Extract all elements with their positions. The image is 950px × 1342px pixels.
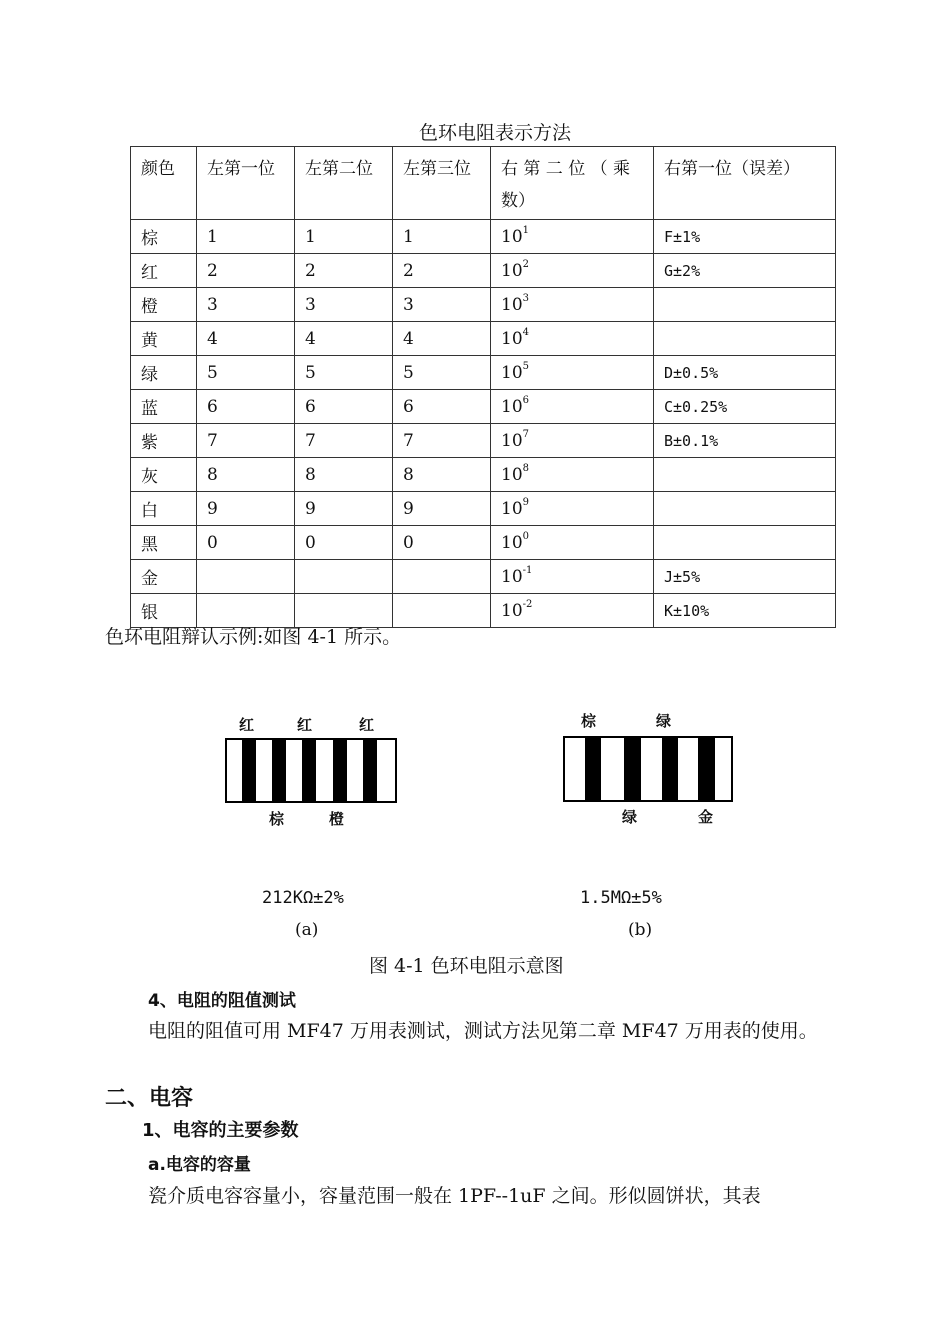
multiplier-base: 10	[501, 600, 523, 621]
table-row	[131, 220, 836, 254]
table-cell-tolerance: C±0.25%	[654, 390, 836, 424]
table-cell-tolerance	[654, 322, 836, 356]
table-cell-tolerance: J±5%	[654, 560, 836, 594]
table-cell-tolerance	[654, 288, 836, 322]
table-cell-color: 紫	[131, 424, 197, 458]
color-code-table	[130, 146, 836, 628]
multiplier-base: 10	[501, 498, 523, 519]
table-cell-d1: 3	[197, 288, 295, 322]
chapter-heading: 二、电容	[105, 1086, 194, 1111]
multiplier-base: 10	[501, 294, 523, 315]
fig-b-value: 1.5MΩ±5%	[580, 888, 662, 908]
table-cell-multiplier	[491, 390, 654, 424]
table-row	[131, 356, 836, 390]
table-row	[131, 458, 836, 492]
table-cell-d1: 6	[197, 390, 295, 424]
table-cell-d1: 7	[197, 424, 295, 458]
table-cell-d2: 7	[295, 424, 393, 458]
multiplier-base: 10	[501, 260, 523, 281]
table-cell-color: 绿	[131, 356, 197, 390]
fig-a-top-label: 红	[297, 716, 313, 734]
table-cell-tolerance: F±1%	[654, 220, 836, 254]
multiplier-exponent: 2	[522, 258, 530, 270]
table-row	[131, 492, 836, 526]
table-cell-d1: 5	[197, 356, 295, 390]
table-cell-d3: 4	[393, 322, 491, 356]
table-cell-multiplier	[491, 492, 654, 526]
table-header-row	[131, 147, 836, 220]
fig-b-bottom-label: 金	[698, 808, 714, 826]
table-cell-multiplier	[491, 526, 654, 560]
table-caption: 色环电阻表示方法	[418, 122, 571, 144]
table-cell-d2: 4	[295, 322, 393, 356]
table-cell-tolerance	[654, 458, 836, 492]
multiplier-exponent: -1	[522, 564, 533, 576]
table-row	[131, 254, 836, 288]
table-cell-d3: 7	[393, 424, 491, 458]
table-cell-color: 蓝	[131, 390, 197, 424]
table-cell-multiplier	[491, 424, 654, 458]
table-cell-d3: 1	[393, 220, 491, 254]
fig-a-top-label: 红	[359, 716, 375, 734]
figure-caption: 图 4-1 色环电阻示意图	[369, 955, 564, 977]
color-band	[272, 740, 286, 801]
table-cell-d3	[393, 560, 491, 594]
table-cell-color: 灰	[131, 458, 197, 492]
fig-b-top-label: 棕	[581, 712, 597, 730]
table-cell-d2: 9	[295, 492, 393, 526]
table-row	[131, 526, 836, 560]
table-cell-tolerance: G±2%	[654, 254, 836, 288]
table-cell-d3: 0	[393, 526, 491, 560]
table-cell-d1: 1	[197, 220, 295, 254]
multiplier-exponent: 4	[522, 326, 530, 338]
multiplier-base: 10	[501, 226, 523, 247]
table-cell-d1: 9	[197, 492, 295, 526]
table-cell-color: 红	[131, 254, 197, 288]
table-header-cell: 右 第 二 位 （ 乘 数）	[491, 147, 654, 220]
multiplier-exponent: 0	[522, 530, 530, 542]
example-text: 色环电阻辩认示例:如图 4-1 所示。	[105, 626, 402, 648]
table-cell-d3: 2	[393, 254, 491, 288]
table-cell-d2: 6	[295, 390, 393, 424]
table-cell-multiplier	[491, 220, 654, 254]
multiplier-exponent: -2	[522, 598, 533, 610]
table-cell-tolerance	[654, 492, 836, 526]
table-row	[131, 390, 836, 424]
color-band	[698, 738, 715, 800]
fig-a-bottom-label: 棕	[269, 810, 285, 828]
table-cell-d2: 5	[295, 356, 393, 390]
table-cell-d2: 0	[295, 526, 393, 560]
table-cell-d1: 2	[197, 254, 295, 288]
multiplier-base: 10	[501, 328, 523, 349]
body-text: 瓷介质电容容量小，容量范围一般在 1PF--1uF 之间。形似圆饼状，其表	[148, 1185, 761, 1207]
table-cell-d3: 6	[393, 390, 491, 424]
fig-a-value: 212KΩ±2%	[262, 888, 344, 908]
multiplier-exponent: 9	[522, 496, 530, 508]
table-cell-tolerance: K±10%	[654, 594, 836, 628]
table-cell-multiplier	[491, 458, 654, 492]
sub-heading: 1、电容的主要参数	[142, 1120, 299, 1141]
multiplier-base: 10	[501, 430, 523, 451]
table-cell-color: 银	[131, 594, 197, 628]
color-band	[624, 738, 641, 800]
table-cell-d2: 2	[295, 254, 393, 288]
table-header-cell: 左第三位	[393, 147, 491, 220]
table-header-cell: 右第一位（误差）	[654, 147, 836, 220]
table-cell-d2: 3	[295, 288, 393, 322]
fig-a-bottom-label: 橙	[329, 810, 345, 828]
table-cell-d1: 4	[197, 322, 295, 356]
table-cell-d3: 3	[393, 288, 491, 322]
table-cell-color: 白	[131, 492, 197, 526]
table-cell-color: 黄	[131, 322, 197, 356]
table-cell-d3: 8	[393, 458, 491, 492]
color-band	[242, 740, 256, 801]
multiplier-base: 10	[501, 464, 523, 485]
color-band	[363, 740, 377, 801]
table-cell-d3: 9	[393, 492, 491, 526]
color-band	[585, 738, 601, 800]
multiplier-exponent: 6	[522, 394, 530, 406]
multiplier-exponent: 3	[522, 292, 530, 304]
section-heading: 4、电阻的阻值测试	[148, 991, 296, 1011]
table-cell-d2	[295, 560, 393, 594]
color-band	[662, 738, 678, 800]
multiplier-exponent: 8	[522, 462, 530, 474]
table-cell-color: 金	[131, 560, 197, 594]
table-row	[131, 322, 836, 356]
table-cell-tolerance	[654, 526, 836, 560]
table-cell-multiplier	[491, 594, 654, 628]
table-cell-d2: 1	[295, 220, 393, 254]
color-band	[302, 740, 316, 801]
table-cell-multiplier	[491, 560, 654, 594]
fig-b-bottom-label: 绿	[622, 808, 638, 826]
multiplier-exponent: 5	[522, 360, 530, 372]
multiplier-base: 10	[501, 396, 523, 417]
table-cell-d1	[197, 560, 295, 594]
table-cell-d3	[393, 594, 491, 628]
multiplier-base: 10	[501, 566, 523, 587]
table-row	[131, 560, 836, 594]
table-header-cell: 左第二位	[295, 147, 393, 220]
color-band	[333, 740, 347, 801]
fig-a-top-label: 红	[239, 716, 255, 734]
table-cell-d3: 5	[393, 356, 491, 390]
table-cell-multiplier	[491, 356, 654, 390]
fig-b-tag: (b)	[628, 920, 653, 940]
table-row	[131, 424, 836, 458]
table-cell-d2: 8	[295, 458, 393, 492]
multiplier-exponent: 1	[522, 224, 530, 236]
table-cell-tolerance: D±0.5%	[654, 356, 836, 390]
multiplier-base: 10	[501, 362, 523, 383]
table-cell-color: 橙	[131, 288, 197, 322]
table-cell-tolerance: B±0.1%	[654, 424, 836, 458]
resistor-b	[563, 736, 733, 802]
multiplier-base: 10	[501, 532, 523, 553]
table-cell-multiplier	[491, 288, 654, 322]
table-cell-color: 黑	[131, 526, 197, 560]
table-row	[131, 288, 836, 322]
fig-b-top-label: 绿	[656, 712, 672, 730]
table-cell-multiplier	[491, 254, 654, 288]
table-cell-color: 棕	[131, 220, 197, 254]
table-header-cell: 颜色	[131, 147, 197, 220]
fig-a-tag: (a)	[295, 920, 319, 940]
multiplier-exponent: 7	[522, 428, 530, 440]
table-cell-d1: 8	[197, 458, 295, 492]
table-cell-multiplier	[491, 322, 654, 356]
resistor-a	[225, 738, 397, 803]
subsub-heading: a.电容的容量	[148, 1155, 251, 1175]
table-cell-d1: 0	[197, 526, 295, 560]
section-text: 电阻的阻值可用 MF47 万用表测试，测试方法见第二章 MF47 万用表的使用。	[148, 1020, 818, 1042]
table-header-cell: 左第一位	[197, 147, 295, 220]
